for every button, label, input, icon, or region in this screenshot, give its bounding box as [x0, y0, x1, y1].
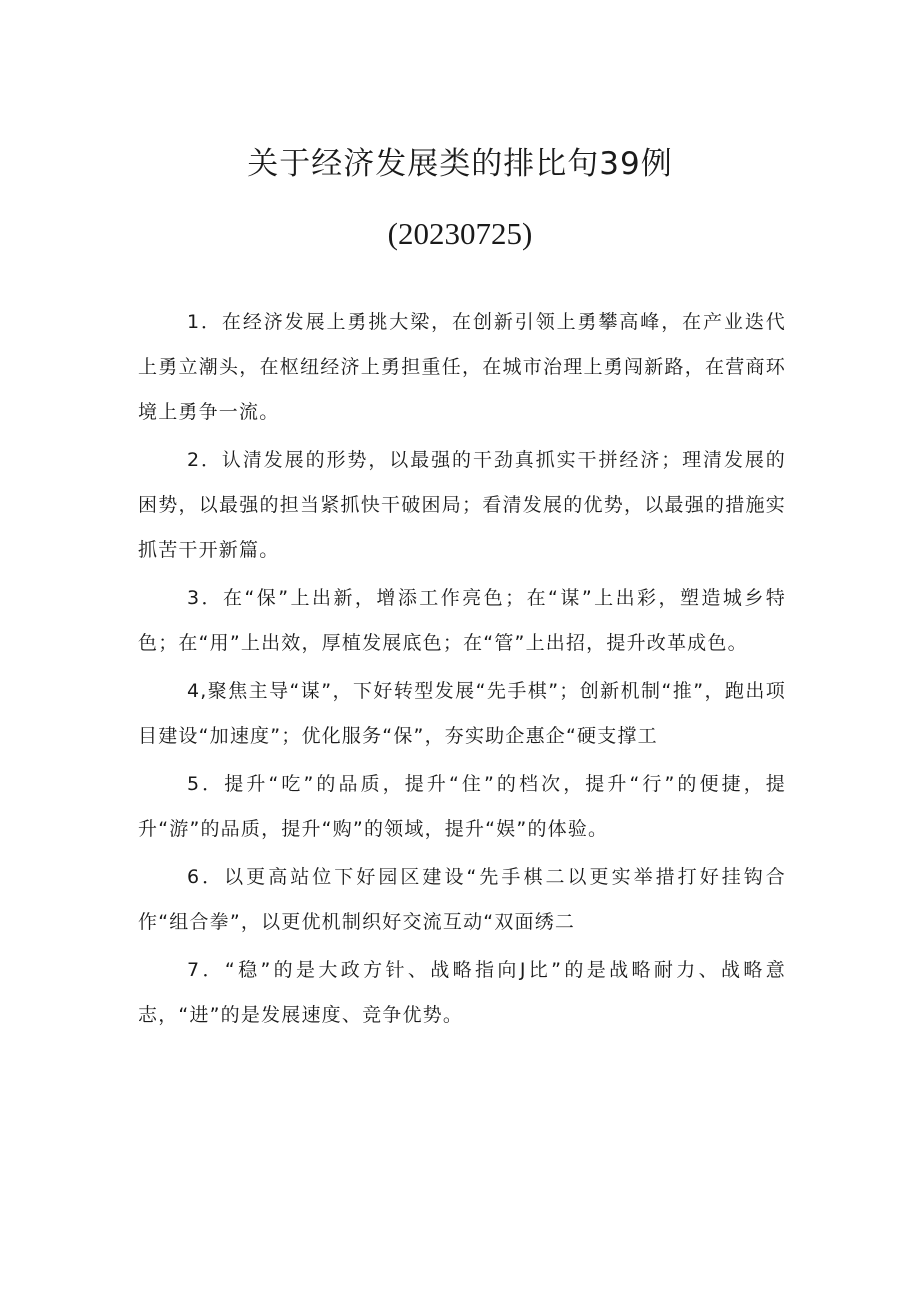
paragraph-7: 7．“稳”的是大政方针、战略指向J比”的是战略耐力、战略意志，“进”的是发展速度、竞争优势。 [138, 959, 786, 1026]
paragraph-1: 1．在经济发展上勇挑大梁，在创新引领上勇攀高峰，在产业迭代上勇立潮头，在枢纽经济上勇担重任，在城市治理上勇闯新路，在营商环境上勇争一流。 [138, 311, 786, 423]
paragraph-2: 2．认清发展的形势，以最强的干劲真抓实干拼经济；理清发展的困势，以最强的担当紧抓快干破困局；看清发展的优势，以最强的措施实抓苦干开新篇。 [138, 449, 786, 561]
paragraph-3: 3．在“保”上出新，增添工作亮色；在“谋”上出彩，塑造城乡特色；在“用”上出效，厚植发展底色；在“管”上出招，提升改革成色。 [138, 587, 786, 654]
paragraph-5: 5．提升“吃”的品质，提升“住”的档次，提升“行”的便捷，提升“游”的品质，提升“购”的领域，提升“娱”的体验。 [138, 773, 786, 840]
document-body [138, 300, 786, 1041]
paragraph-6: 6．以更高站位下好园区建设“先手棋二以更实举措打好挂钩合作“组合拳”，以更优机制织好交流互动“双面绣二 [138, 866, 786, 933]
paragraph-4: 4,聚焦主导“谋”，下好转型发展“先手棋”；创新机制“推”，跑出项目建设“加速度”；优化服务“保”，夯实助企惠企“硬支撑工 [138, 680, 786, 747]
document-title: 关于经济发展类的排比句39例 [247, 146, 673, 182]
document-date: (20230725) [387, 216, 533, 251]
